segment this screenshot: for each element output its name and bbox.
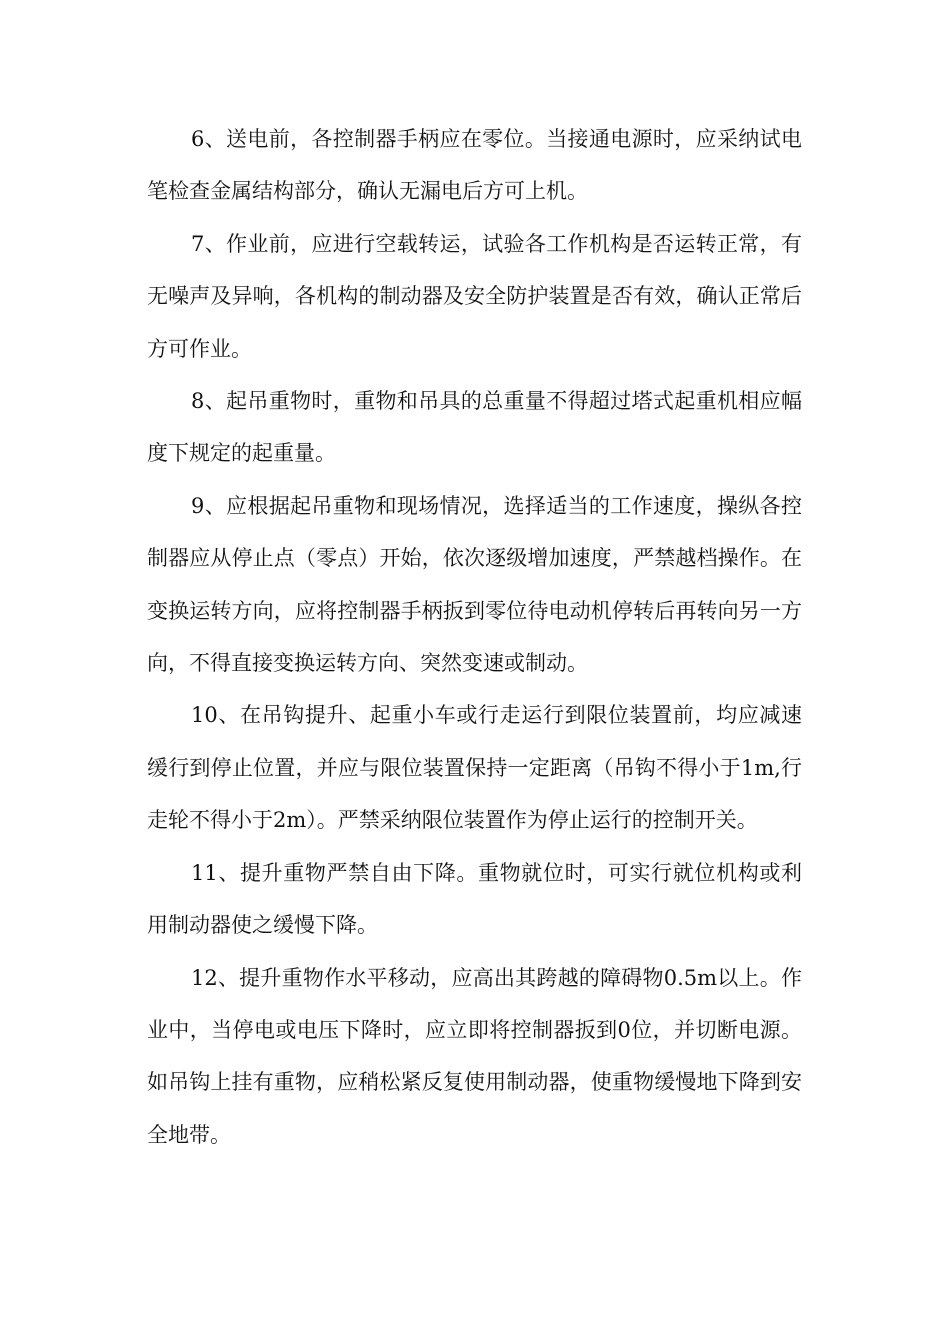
paragraph-item-11: 11、提升重物严禁自由下降。重物就位时，可实行就位机构或利用制动器使之缓慢下降。 [147,860,802,938]
paragraph-item-6: 6、送电前，各控制器手柄应在零位。当接通电源时，应采纳试电笔检查金属结构部分，确认无漏电后方可上机。 [147,127,802,204]
paragraph-item-8: 8、起吊重物时，重物和吊具的总重量不得超过塔式起重机相应幅度下规定的起重量。 [147,389,802,466]
paragraph-item-10: 10、在吊钩提升、起重小车或行走运行到限位装置前，均应减速缓行到停止位置，并应与限位装置保持一定距离（吊钩不得小于1m,行走轮不得小于2m）。严禁采纳限位装置作为停止运行的控制开关。 [147,703,802,833]
paragraph-item-9: 9、应根据起吊重物和现场情况，选择适当的工作速度，操纵各控制器应从停止点（零点）开始，依次逐级增加速度，严禁越档操作。在变换运转方向，应将控制器手柄扳到零位待电动机停转后再转向另一方向，不得直接变换运转方向、突然变速或制动。 [147,493,802,676]
paragraph-item-12: 12、提升重物作水平移动，应高出其跨越的障碍物0.5m以上。作业中，当停电或电压下降时，应立即将控制器扳到0位，并切断电源。如吊钩上挂有重物，应稍松紧反复使用制动器，使重物缓慢地下降到安全地带。 [147,965,802,1147]
paragraph-item-7: 7、作业前，应进行空载转运，试验各工作机构是否运转正常，有无噪声及异响，各机构的制动器及安全防护装置是否有效，确认正常后方可作业。 [147,231,802,361]
document-body [147,113,802,1161]
